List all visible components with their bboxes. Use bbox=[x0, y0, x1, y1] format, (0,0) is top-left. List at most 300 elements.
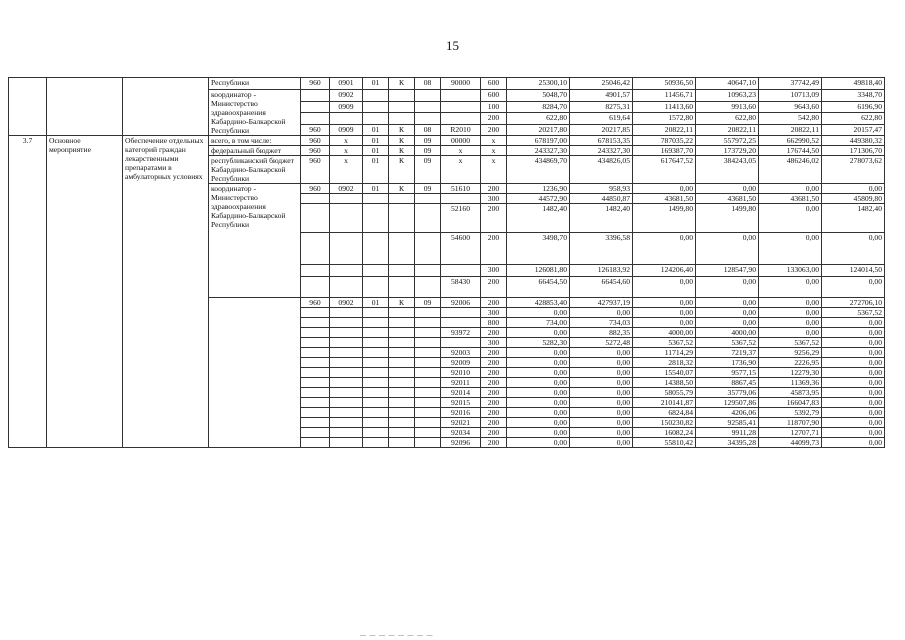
amount-cell: 2226,95 bbox=[759, 358, 822, 368]
amount-cell: 1236,90 bbox=[507, 184, 570, 194]
target-article bbox=[441, 338, 481, 348]
amount-cell: 4000,00 bbox=[696, 328, 759, 338]
subprogram-code bbox=[389, 328, 415, 338]
admin-code: 960 bbox=[301, 124, 330, 136]
amount-cell: 0,00 bbox=[822, 184, 885, 194]
expense-type: 200 bbox=[481, 348, 507, 358]
admin-code: 960 bbox=[301, 298, 330, 308]
amount-cell: 0,00 bbox=[696, 184, 759, 194]
amount-cell: 5367,52 bbox=[633, 338, 696, 348]
amount-cell: 11413,60 bbox=[633, 101, 696, 113]
amount-cell: 7219,37 bbox=[696, 348, 759, 358]
amount-cell: 1572,80 bbox=[633, 113, 696, 125]
amount-cell: 622,80 bbox=[822, 113, 885, 125]
amount-cell: 92585,41 bbox=[696, 418, 759, 428]
activity-code bbox=[415, 328, 441, 338]
admin-code: 960 bbox=[301, 156, 330, 184]
amount-cell: 0,00 bbox=[633, 318, 696, 328]
amount-cell: 272706,10 bbox=[822, 298, 885, 308]
program-code bbox=[363, 277, 389, 298]
amount-cell: 5272,48 bbox=[570, 338, 633, 348]
program-code: 01 bbox=[363, 156, 389, 184]
target-article: 92096 bbox=[441, 438, 481, 448]
target-article bbox=[441, 113, 481, 125]
expense-type: 200 bbox=[481, 124, 507, 136]
section-code: 0902 bbox=[330, 90, 363, 102]
amount-cell: 37742,49 bbox=[759, 78, 822, 90]
target-article bbox=[441, 90, 481, 102]
amount-cell: 0,00 bbox=[633, 298, 696, 308]
admin-code bbox=[301, 368, 330, 378]
amount-cell: 622,80 bbox=[696, 113, 759, 125]
target-article: 54600 bbox=[441, 233, 481, 265]
program-code bbox=[363, 428, 389, 438]
admin-code bbox=[301, 194, 330, 204]
subprogram-code bbox=[389, 378, 415, 388]
amount-cell: 0,00 bbox=[822, 368, 885, 378]
amount-cell: 243327,30 bbox=[507, 146, 570, 156]
admin-code bbox=[301, 348, 330, 358]
amount-cell: 0,00 bbox=[507, 308, 570, 318]
program-code bbox=[363, 388, 389, 398]
program-code bbox=[363, 418, 389, 428]
activity-code bbox=[415, 90, 441, 102]
activity-code bbox=[415, 378, 441, 388]
amount-cell: 20157,47 bbox=[822, 124, 885, 136]
subprogram-code bbox=[389, 194, 415, 204]
amount-cell: 40647,10 bbox=[696, 78, 759, 90]
amount-cell: 0,00 bbox=[570, 408, 633, 418]
section-type: Основное мероприятие bbox=[47, 136, 123, 448]
section-code bbox=[330, 204, 363, 233]
admin-code bbox=[301, 101, 330, 113]
amount-cell: 124206,40 bbox=[633, 265, 696, 277]
amount-cell: 678197,00 bbox=[507, 136, 570, 146]
admin-code bbox=[301, 308, 330, 318]
program-code bbox=[363, 438, 389, 448]
amount-cell: 0,00 bbox=[507, 378, 570, 388]
amount-cell: 882,35 bbox=[570, 328, 633, 338]
admin-code bbox=[301, 277, 330, 298]
amount-cell: 0,00 bbox=[822, 277, 885, 298]
section-code: 0902 bbox=[330, 184, 363, 194]
amount-cell: 11714,29 bbox=[633, 348, 696, 358]
expense-type: 300 bbox=[481, 338, 507, 348]
program-code bbox=[363, 368, 389, 378]
amount-cell: 1482,40 bbox=[570, 204, 633, 233]
admin-code bbox=[301, 233, 330, 265]
source-label: всего, в том числе: bbox=[209, 136, 301, 146]
amount-cell: 25300,10 bbox=[507, 78, 570, 90]
section-name: Обеспечение отдельных категорий граждан лекарственными препаратами в амбулаторных условиях bbox=[123, 136, 209, 448]
subprogram-code: К bbox=[389, 156, 415, 184]
expense-type: 200 bbox=[481, 328, 507, 338]
expense-type: 200 bbox=[481, 358, 507, 368]
amount-cell: 20822,11 bbox=[696, 124, 759, 136]
target-article: 00000 bbox=[441, 136, 481, 146]
amount-cell: 619,64 bbox=[570, 113, 633, 125]
section-code bbox=[330, 398, 363, 408]
amount-cell: 66454,50 bbox=[507, 277, 570, 298]
activity-code bbox=[415, 338, 441, 348]
amount-cell: 0,00 bbox=[822, 358, 885, 368]
amount-cell: 434869,70 bbox=[507, 156, 570, 184]
admin-code bbox=[301, 318, 330, 328]
amount-cell: 10963,23 bbox=[696, 90, 759, 102]
section-code bbox=[330, 308, 363, 318]
amount-cell: 20217,85 bbox=[570, 124, 633, 136]
admin-code bbox=[301, 398, 330, 408]
program-code: 01 bbox=[363, 78, 389, 90]
subprogram-code bbox=[389, 408, 415, 418]
amount-cell: 12279,30 bbox=[759, 368, 822, 378]
section-code bbox=[330, 328, 363, 338]
subprogram-code: К bbox=[389, 136, 415, 146]
subprogram-code: К bbox=[389, 146, 415, 156]
source-label: республиканский бюджет Кабардино-Балкарской Республики bbox=[209, 156, 301, 184]
amount-cell: 4000,00 bbox=[633, 328, 696, 338]
expense-type: х bbox=[481, 136, 507, 146]
program-code bbox=[363, 358, 389, 368]
amount-cell: 6824,84 bbox=[633, 408, 696, 418]
section-code: 0902 bbox=[330, 298, 363, 308]
section-code bbox=[330, 428, 363, 438]
program-code bbox=[363, 378, 389, 388]
activity-code bbox=[415, 388, 441, 398]
section-code bbox=[330, 358, 363, 368]
target-article: 93972 bbox=[441, 328, 481, 338]
admin-code bbox=[301, 204, 330, 233]
amount-cell: 486246,02 bbox=[759, 156, 822, 184]
amount-cell: 58055,79 bbox=[633, 388, 696, 398]
amount-cell: 6196,90 bbox=[822, 101, 885, 113]
amount-cell: 124014,50 bbox=[822, 265, 885, 277]
amount-cell: 1482,40 bbox=[507, 204, 570, 233]
amount-cell: 434826,05 bbox=[570, 156, 633, 184]
target-article bbox=[441, 308, 481, 318]
section-code bbox=[330, 194, 363, 204]
program-code: 01 bbox=[363, 184, 389, 194]
activity-code bbox=[415, 277, 441, 298]
subprogram-code bbox=[389, 388, 415, 398]
section-code bbox=[330, 348, 363, 358]
program-code bbox=[363, 113, 389, 125]
amount-cell: 243327,30 bbox=[570, 146, 633, 156]
activity-code bbox=[415, 308, 441, 318]
amount-cell: 55810,42 bbox=[633, 438, 696, 448]
target-article: 92016 bbox=[441, 408, 481, 418]
subprogram-code bbox=[389, 277, 415, 298]
amount-cell: 0,00 bbox=[822, 388, 885, 398]
activity-code bbox=[415, 348, 441, 358]
amount-cell: 5367,52 bbox=[822, 308, 885, 318]
activity-code: 09 bbox=[415, 298, 441, 308]
activity-code: 08 bbox=[415, 78, 441, 90]
expense-type: 200 bbox=[481, 438, 507, 448]
amount-cell: 14388,50 bbox=[633, 378, 696, 388]
amount-cell: 0,00 bbox=[759, 277, 822, 298]
amount-cell: 25046,42 bbox=[570, 78, 633, 90]
expense-type: 200 bbox=[481, 418, 507, 428]
amount-cell: 43681,50 bbox=[759, 194, 822, 204]
amount-cell: 133063,00 bbox=[759, 265, 822, 277]
admin-code bbox=[301, 418, 330, 428]
target-article: х bbox=[441, 156, 481, 184]
section-code: х bbox=[330, 146, 363, 156]
amount-cell: 0,00 bbox=[822, 378, 885, 388]
amount-cell: 3348,70 bbox=[822, 90, 885, 102]
expense-type: 300 bbox=[481, 308, 507, 318]
amount-cell: 0,00 bbox=[507, 418, 570, 428]
amount-cell: 45873,95 bbox=[759, 388, 822, 398]
amount-cell: 20822,11 bbox=[759, 124, 822, 136]
amount-cell: 0,00 bbox=[507, 438, 570, 448]
amount-cell: 0,00 bbox=[822, 428, 885, 438]
expense-type: 100 bbox=[481, 101, 507, 113]
block-name-cell bbox=[123, 78, 209, 136]
activity-code: 09 bbox=[415, 156, 441, 184]
amount-cell: 0,00 bbox=[759, 318, 822, 328]
amount-cell: 10713,09 bbox=[759, 90, 822, 102]
amount-cell: 169387,70 bbox=[633, 146, 696, 156]
program-code bbox=[363, 328, 389, 338]
subprogram-code bbox=[389, 101, 415, 113]
amount-cell: 0,00 bbox=[759, 233, 822, 265]
target-article: 52160 bbox=[441, 204, 481, 233]
amount-cell: 0,00 bbox=[759, 298, 822, 308]
subprogram-code bbox=[389, 338, 415, 348]
amount-cell: 0,00 bbox=[507, 328, 570, 338]
target-article: 58430 bbox=[441, 277, 481, 298]
amount-cell: 45809,80 bbox=[822, 194, 885, 204]
expense-type: 200 bbox=[481, 368, 507, 378]
activity-code: 08 bbox=[415, 124, 441, 136]
subprogram-code bbox=[389, 265, 415, 277]
subprogram-code bbox=[389, 368, 415, 378]
subprogram-code bbox=[389, 428, 415, 438]
amount-cell: 4901,57 bbox=[570, 90, 633, 102]
amount-cell: 0,00 bbox=[759, 328, 822, 338]
subprogram-code bbox=[389, 308, 415, 318]
expense-type: 200 bbox=[481, 388, 507, 398]
program-code bbox=[363, 338, 389, 348]
subprogram-code bbox=[389, 204, 415, 233]
amount-cell: 0,00 bbox=[633, 277, 696, 298]
amount-cell: 8275,31 bbox=[570, 101, 633, 113]
amount-cell: 9913,60 bbox=[696, 101, 759, 113]
amount-cell: 0,00 bbox=[822, 233, 885, 265]
admin-code: 960 bbox=[301, 146, 330, 156]
admin-code bbox=[301, 438, 330, 448]
expense-type: 200 bbox=[481, 398, 507, 408]
program-code bbox=[363, 90, 389, 102]
amount-cell: 4206,06 bbox=[696, 408, 759, 418]
amount-cell: 43681,50 bbox=[633, 194, 696, 204]
section-code bbox=[330, 338, 363, 348]
activity-code: 09 bbox=[415, 146, 441, 156]
expense-type: 300 bbox=[481, 194, 507, 204]
amount-cell: 734,03 bbox=[570, 318, 633, 328]
activity-code bbox=[415, 194, 441, 204]
section-code: 0909 bbox=[330, 101, 363, 113]
table-body bbox=[9, 78, 885, 448]
section-code: х bbox=[330, 136, 363, 146]
amount-cell: 0,00 bbox=[696, 277, 759, 298]
amount-cell: 0,00 bbox=[822, 398, 885, 408]
source-label: федеральный бюджет bbox=[209, 146, 301, 156]
program-code bbox=[363, 398, 389, 408]
amount-cell: 0,00 bbox=[507, 368, 570, 378]
program-code bbox=[363, 204, 389, 233]
activity-code bbox=[415, 358, 441, 368]
amount-cell: 9256,29 bbox=[759, 348, 822, 358]
activity-code bbox=[415, 438, 441, 448]
subprogram-code: К bbox=[389, 124, 415, 136]
activity-code: 09 bbox=[415, 184, 441, 194]
amount-cell: 126183,92 bbox=[570, 265, 633, 277]
budget-table bbox=[8, 77, 885, 448]
amount-cell: 173729,20 bbox=[696, 146, 759, 156]
activity-code bbox=[415, 318, 441, 328]
amount-cell: 0,00 bbox=[570, 368, 633, 378]
amount-cell: 210141,87 bbox=[633, 398, 696, 408]
amount-cell: 428853,40 bbox=[507, 298, 570, 308]
target-article: 92014 bbox=[441, 388, 481, 398]
amount-cell: 0,00 bbox=[570, 418, 633, 428]
amount-cell: 0,00 bbox=[507, 408, 570, 418]
amount-cell: 44850,87 bbox=[570, 194, 633, 204]
amount-cell: 617647,52 bbox=[633, 156, 696, 184]
subprogram-code bbox=[389, 233, 415, 265]
amount-cell: 0,00 bbox=[507, 428, 570, 438]
expense-type: х bbox=[481, 146, 507, 156]
amount-cell: 9577,15 bbox=[696, 368, 759, 378]
activity-code bbox=[415, 233, 441, 265]
amount-cell: 384243,05 bbox=[696, 156, 759, 184]
amount-cell: 5048,70 bbox=[507, 90, 570, 102]
section-code bbox=[330, 438, 363, 448]
amount-cell: 20822,11 bbox=[633, 124, 696, 136]
amount-cell: 5282,30 bbox=[507, 338, 570, 348]
expense-type: 200 bbox=[481, 408, 507, 418]
subprogram-code bbox=[389, 318, 415, 328]
activity-code bbox=[415, 368, 441, 378]
program-code bbox=[363, 308, 389, 318]
amount-cell: 11369,36 bbox=[759, 378, 822, 388]
amount-cell: 557972,25 bbox=[696, 136, 759, 146]
expense-type: 200 bbox=[481, 113, 507, 125]
subprogram-code bbox=[389, 418, 415, 428]
amount-cell: 1736,90 bbox=[696, 358, 759, 368]
section-code: х bbox=[330, 156, 363, 184]
amount-cell: 0,00 bbox=[570, 398, 633, 408]
amount-cell: 128547,90 bbox=[696, 265, 759, 277]
activity-code bbox=[415, 113, 441, 125]
table-row bbox=[9, 136, 885, 146]
amount-cell: 0,00 bbox=[822, 348, 885, 358]
subprogram-code bbox=[389, 90, 415, 102]
source-label bbox=[209, 298, 301, 448]
amount-cell: 278073,62 bbox=[822, 156, 885, 184]
target-article: R2010 bbox=[441, 124, 481, 136]
admin-code bbox=[301, 113, 330, 125]
amount-cell: 0,00 bbox=[822, 338, 885, 348]
amount-cell: 12707,71 bbox=[759, 428, 822, 438]
expense-type: 200 bbox=[481, 428, 507, 438]
amount-cell: 0,00 bbox=[633, 233, 696, 265]
source-label: координатор - Министерство здравоохранения Кабардино-Балкарской Республики bbox=[209, 90, 301, 136]
block-num-cell bbox=[9, 78, 47, 136]
amount-cell: 8867,45 bbox=[696, 378, 759, 388]
amount-cell: 449380,32 bbox=[822, 136, 885, 146]
admin-code: 960 bbox=[301, 78, 330, 90]
amount-cell: 50936,50 bbox=[633, 78, 696, 90]
amount-cell: 958,93 bbox=[570, 184, 633, 194]
amount-cell: 0,00 bbox=[570, 388, 633, 398]
activity-code bbox=[415, 428, 441, 438]
section-code bbox=[330, 277, 363, 298]
program-code: 01 bbox=[363, 136, 389, 146]
source-label: координатор - Министерство здравоохранения Кабардино-Балкарской Республики bbox=[209, 184, 301, 298]
amount-cell: 427937,19 bbox=[570, 298, 633, 308]
program-code bbox=[363, 233, 389, 265]
amount-cell: 126081,80 bbox=[507, 265, 570, 277]
activity-code bbox=[415, 418, 441, 428]
amount-cell: 5392,79 bbox=[759, 408, 822, 418]
target-article: 90000 bbox=[441, 78, 481, 90]
amount-cell: 0,00 bbox=[759, 308, 822, 318]
section-code bbox=[330, 408, 363, 418]
amount-cell: 0,00 bbox=[696, 308, 759, 318]
expense-type: 200 bbox=[481, 277, 507, 298]
amount-cell: 622,80 bbox=[507, 113, 570, 125]
amount-cell: 1499,80 bbox=[696, 204, 759, 233]
amount-cell: 3396,58 bbox=[570, 233, 633, 265]
section-code bbox=[330, 378, 363, 388]
amount-cell: 0,00 bbox=[822, 418, 885, 428]
amount-cell: 0,00 bbox=[759, 184, 822, 194]
amount-cell: 66454,60 bbox=[570, 277, 633, 298]
section-code: 0909 bbox=[330, 124, 363, 136]
amount-cell: 3498,70 bbox=[507, 233, 570, 265]
amount-cell: 0,00 bbox=[822, 318, 885, 328]
expense-type: 200 bbox=[481, 298, 507, 308]
activity-code bbox=[415, 398, 441, 408]
amount-cell: 171306,70 bbox=[822, 146, 885, 156]
section-code bbox=[330, 388, 363, 398]
amount-cell: 35779,06 bbox=[696, 388, 759, 398]
amount-cell: 11456,71 bbox=[633, 90, 696, 102]
scan-artifact: — — — — — — — — bbox=[360, 633, 434, 639]
amount-cell: 9643,60 bbox=[759, 101, 822, 113]
amount-cell: 0,00 bbox=[822, 438, 885, 448]
amount-cell: 0,00 bbox=[633, 184, 696, 194]
amount-cell: 1499,80 bbox=[633, 204, 696, 233]
amount-cell: 0,00 bbox=[507, 388, 570, 398]
subprogram-code bbox=[389, 358, 415, 368]
amount-cell: 0,00 bbox=[570, 358, 633, 368]
amount-cell: 5367,52 bbox=[759, 338, 822, 348]
target-article: 92021 bbox=[441, 418, 481, 428]
amount-cell: 44099,73 bbox=[759, 438, 822, 448]
amount-cell: 1482,40 bbox=[822, 204, 885, 233]
amount-cell: 662990,52 bbox=[759, 136, 822, 146]
expense-type: 200 bbox=[481, 378, 507, 388]
target-article: 92034 bbox=[441, 428, 481, 438]
admin-code bbox=[301, 408, 330, 418]
target-article: 92006 bbox=[441, 298, 481, 308]
target-article: 92010 bbox=[441, 368, 481, 378]
